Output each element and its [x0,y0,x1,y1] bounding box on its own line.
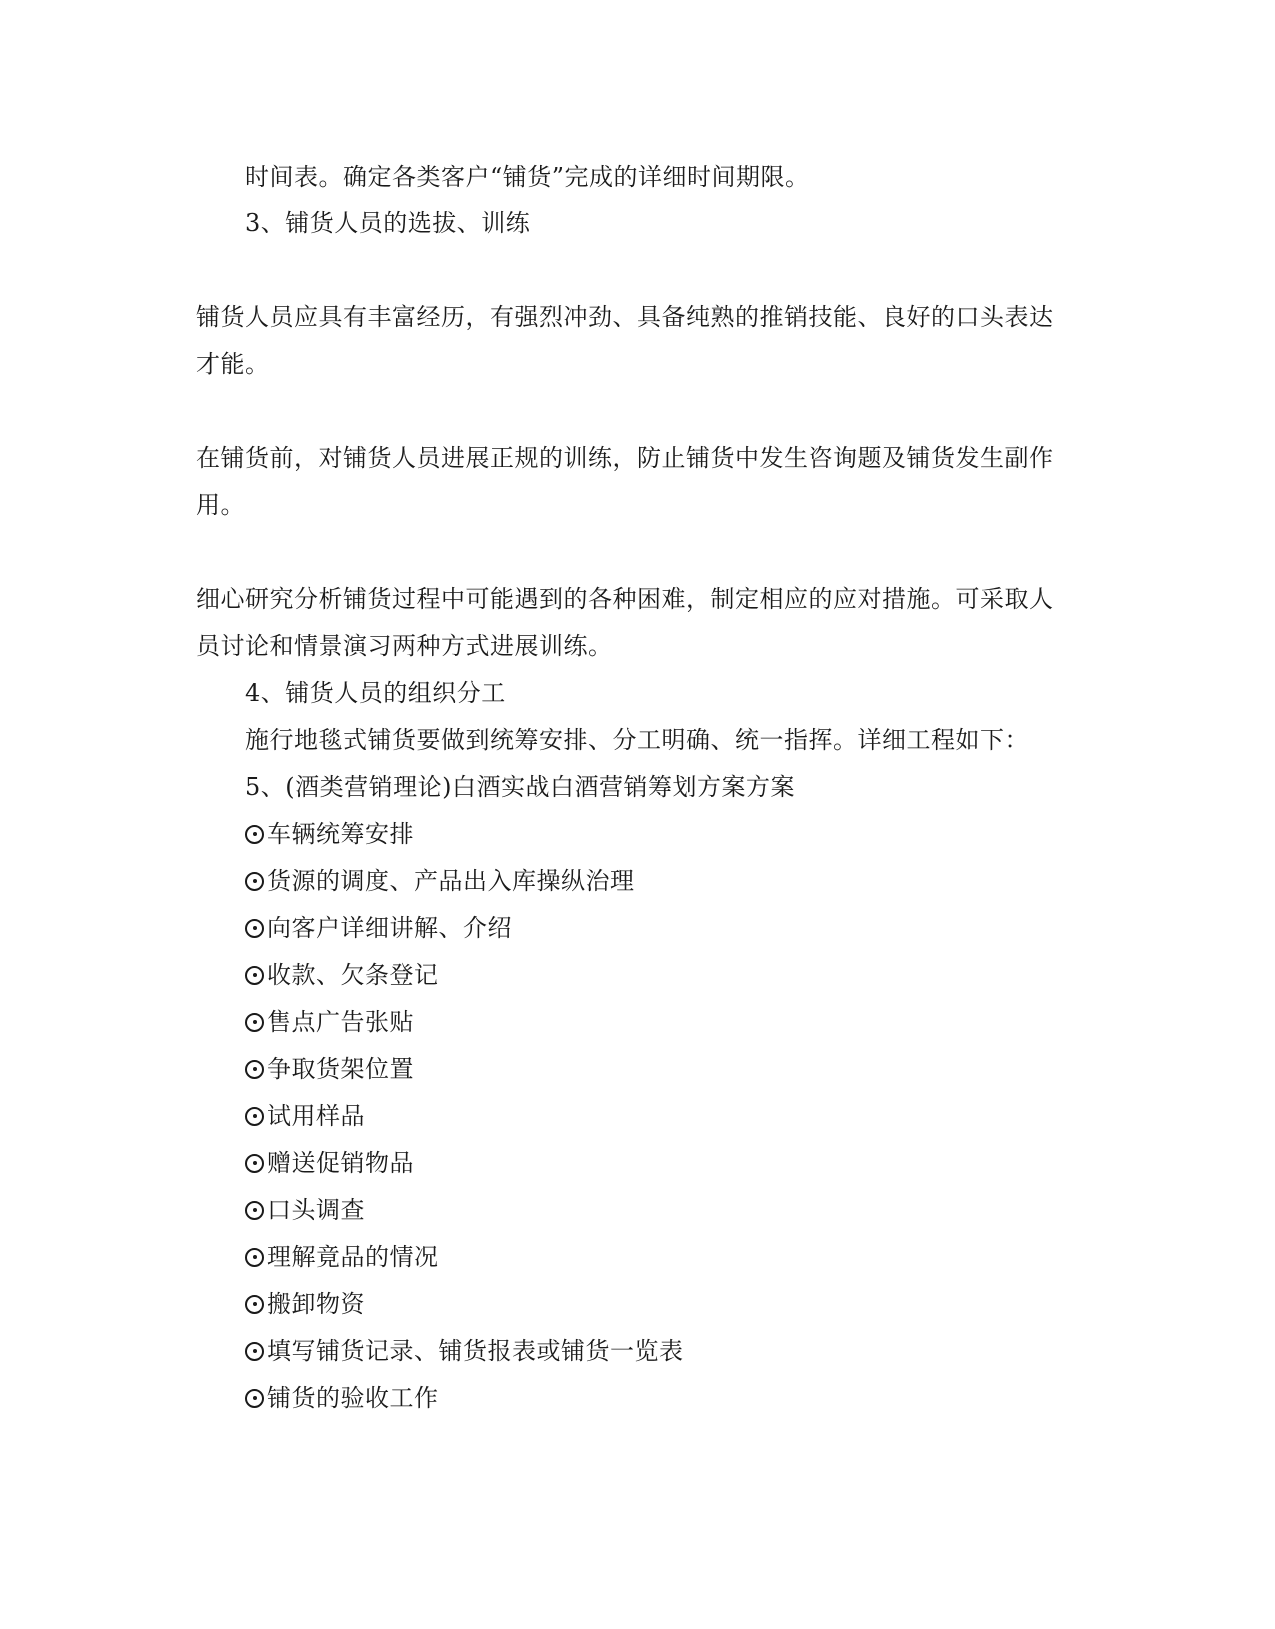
heading-selection-training: 3、铺货人员的选拔、训练 [245,209,531,237]
list-item [245,1007,414,1037]
paragraph-staff-qualities-1: 铺货人员应具有丰富经历，有强烈冲劲、具备纯熟的推销技能、良好的口头表达 [196,303,1054,331]
list-item [245,1289,365,1319]
circle-dot-bullet-icon [245,1154,264,1173]
list-item [245,1336,684,1366]
list-item-text: 填写铺货记录、铺货报表或铺货一览表 [267,1337,684,1365]
list-item-text: 车辆统筹安排 [267,820,414,848]
circle-dot-bullet-icon [245,1013,264,1032]
list-item [245,1054,414,1084]
circle-dot-bullet-icon [245,966,264,985]
list-item-text: 向客户详细讲解、介绍 [267,914,512,942]
list-item [245,1195,365,1225]
list-item [245,960,439,990]
paragraph-carpet-distribution: 施行地毯式铺货要做到统筹安排、分工明确、统一指挥。详细工程如下： [245,726,1029,754]
list-item-text: 铺货的验收工作 [267,1384,439,1412]
paragraph-staff-qualities-2: 才能。 [196,350,270,378]
paragraph-difficulty-analysis-1: 细心研究分析铺货过程中可能遇到的各种困难，制定相应的应对措施。可采取人 [196,585,1054,613]
circle-dot-bullet-icon [245,1295,264,1314]
heading-organization: 4、铺货人员的组织分工 [245,679,506,707]
list-item [245,913,512,943]
list-item-text: 争取货架位置 [267,1055,414,1083]
circle-dot-bullet-icon [245,919,264,938]
list-item [245,1148,414,1178]
list-item [245,1383,439,1413]
list-item-text: 售点广告张贴 [267,1008,414,1036]
list-item [245,1242,439,1272]
list-item-text: 搬卸物资 [267,1290,365,1318]
list-item-text: 试用样品 [267,1102,365,1130]
list-item-text: 理解竟品的情况 [267,1243,439,1271]
paragraph-formal-training-1: 在铺货前，对铺货人员进展正规的训练，防止铺货中发生咨询题及铺货发生副作 [196,444,1054,472]
circle-dot-bullet-icon [245,1201,264,1220]
circle-dot-bullet-icon [245,872,264,891]
heading-liquor-marketing: 5、(酒类营销理论)白酒实战白酒营销筹划方案方案 [245,773,795,801]
circle-dot-bullet-icon [245,1107,264,1126]
paragraph-difficulty-analysis-2: 员讨论和情景演习两种方式进展训练。 [196,632,613,660]
list-item [245,866,635,896]
circle-dot-bullet-icon [245,1342,264,1361]
paragraph-schedule: 时间表。确定各类客户“铺货”完成的详细时间期限。 [245,163,810,191]
list-item [245,819,414,849]
circle-dot-bullet-icon [245,1060,264,1079]
circle-dot-bullet-icon [245,825,264,844]
circle-dot-bullet-icon [245,1248,264,1267]
list-item-text: 货源的调度、产品出入库操纵治理 [267,867,635,895]
list-item-text: 赠送促销物品 [267,1149,414,1177]
list-item-text: 口头调查 [267,1196,365,1224]
paragraph-formal-training-2: 用。 [196,491,245,519]
circle-dot-bullet-icon [245,1389,264,1408]
list-item [245,1101,365,1131]
list-item-text: 收款、欠条登记 [267,961,439,989]
